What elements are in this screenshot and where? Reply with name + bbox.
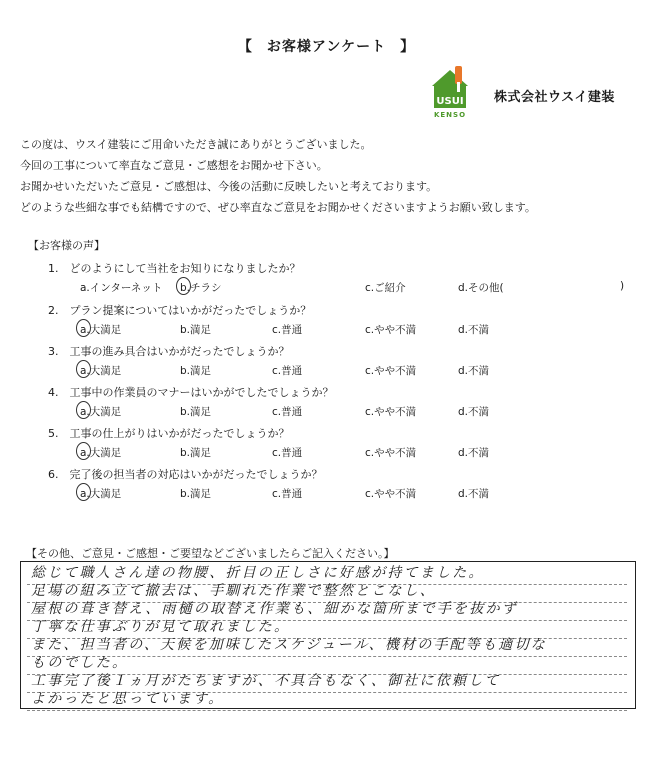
option-satisfied[interactable]: b.満足 [180, 447, 212, 459]
option-dissatisfied[interactable]: d.不満 [458, 365, 490, 377]
title-text: お客様アンケート [266, 39, 387, 55]
handwritten-line: 屋根の葺き替え、雨樋の取替え作業も、細かな箇所まで手を抜かず [27, 600, 627, 621]
option-very-satisfied[interactable]: a.大満足 [80, 363, 121, 378]
handwritten-line: 丁寧な仕事ぶりが見て取れました。 [27, 618, 627, 639]
option-dissatisfied[interactable]: d.不満 [458, 447, 490, 459]
title-close-bracket: 】 [400, 39, 416, 55]
logo-usui-text: USUI [436, 96, 464, 107]
option-other-close: ) [620, 280, 625, 292]
page-title [0, 36, 653, 56]
option-flyer[interactable]: b.チラシ [180, 280, 222, 295]
question-5: 5. 工事の仕上がりはいかがだったでしょうか？ [48, 427, 290, 440]
logo-kenso-text: KENSO [433, 111, 467, 119]
handwritten-line: 工事完了後１ヵ月がたちますが、不具合もなく、御社に依頼して [27, 672, 627, 693]
intro-line: どのような些細な事でも結構ですので、ぜひ率直なご意見をお聞かせくださいますようお願い致します。 [20, 201, 536, 214]
option-internet[interactable]: a.インターネット [80, 282, 163, 294]
question-6-options [80, 486, 640, 502]
handwritten-line: よかったと思っています。 [27, 690, 627, 711]
option-somewhat-dissatisfied[interactable]: c.やや不満 [365, 406, 417, 418]
option-normal[interactable]: c.普通 [272, 324, 303, 336]
intro-line: 今回の工事について率直なご意見・ご感想をお聞かせ下さい。 [20, 159, 328, 172]
question-2-options [80, 322, 640, 338]
selected-circle-mark [76, 360, 91, 378]
title-open-bracket: 【 [237, 39, 253, 55]
selected-circle-mark [76, 319, 91, 337]
handwritten-line: 足場の組み立て撤去は、手馴れた作業で整然とこなし、 [27, 582, 627, 603]
handwritten-line: また、担当者の、天候を加味したスケジュール、機材の手配等も適切な [27, 636, 627, 657]
option-somewhat-dissatisfied[interactable]: c.やや不満 [365, 324, 417, 336]
intro-line: この度は、ウスイ建装にご用命いただき誠にありがとうございました。 [20, 138, 372, 151]
question-3-options [80, 363, 640, 379]
intro-text [20, 134, 640, 218]
option-somewhat-dissatisfied[interactable]: c.やや不満 [365, 447, 417, 459]
option-somewhat-dissatisfied[interactable]: c.やや不満 [365, 488, 417, 500]
selected-circle-mark [176, 277, 191, 295]
question-4: 4. 工事中の作業員のマナーはいかがでしたでしょうか？ [48, 386, 334, 399]
comments-box[interactable] [20, 561, 636, 709]
option-very-satisfied[interactable]: a.大満足 [80, 322, 121, 337]
option-dissatisfied[interactable]: d.不満 [458, 406, 490, 418]
question-5-options [80, 445, 640, 461]
selected-circle-mark [76, 401, 91, 419]
option-normal[interactable]: c.普通 [272, 365, 303, 377]
option-normal[interactable]: c.普通 [272, 488, 303, 500]
company-name: 株式会社ウスイ建装 [494, 90, 615, 105]
option-satisfied[interactable]: b.満足 [180, 365, 212, 377]
option-satisfied[interactable]: b.満足 [180, 488, 212, 500]
option-satisfied[interactable]: b.満足 [180, 406, 212, 418]
option-dissatisfied[interactable]: d.不満 [458, 324, 490, 336]
intro-line: お聞かせいただいたご意見・ご感想は、今後の活動に反映したいと考えております。 [20, 180, 438, 193]
comments-section-title: 【その他、ご意見・ご感想・ご要望などございましたらご記入ください。】 [26, 547, 395, 560]
option-other[interactable]: d.その他( [458, 282, 504, 294]
selected-circle-mark [76, 442, 91, 460]
question-4-options [80, 404, 640, 420]
option-normal[interactable]: c.普通 [272, 406, 303, 418]
option-satisfied[interactable]: b.満足 [180, 324, 212, 336]
option-very-satisfied[interactable]: a.大満足 [80, 486, 121, 501]
option-very-satisfied[interactable]: a.大満足 [80, 404, 121, 419]
option-dissatisfied[interactable]: d.不満 [458, 488, 490, 500]
handwritten-line: 総じて職人さん達の物腰、折目の正しさに好感が持てました。 [27, 564, 627, 585]
question-1: 1. どのようにして当社をお知りになりましたか？ [48, 262, 301, 275]
option-normal[interactable]: c.普通 [272, 447, 303, 459]
question-1-options [80, 280, 640, 296]
handwritten-line: ものでした。 [27, 654, 627, 675]
question-3: 3. 工事の進み具合はいかがだったでしょうか？ [48, 345, 290, 358]
option-very-satisfied[interactable]: a.大満足 [80, 445, 121, 460]
option-somewhat-dissatisfied[interactable]: c.やや不満 [365, 365, 417, 377]
question-6: 6. 完了後の担当者の対応はいかがだったでしょうか？ [48, 468, 323, 481]
option-referral[interactable]: c.ご紹介 [365, 282, 406, 294]
voice-section-title: 【お客様の声】 [28, 239, 105, 252]
selected-circle-mark [76, 483, 91, 501]
company-logo [428, 64, 472, 122]
question-2: 2. プラン提案についてはいかがだったでしょうか？ [48, 304, 312, 317]
